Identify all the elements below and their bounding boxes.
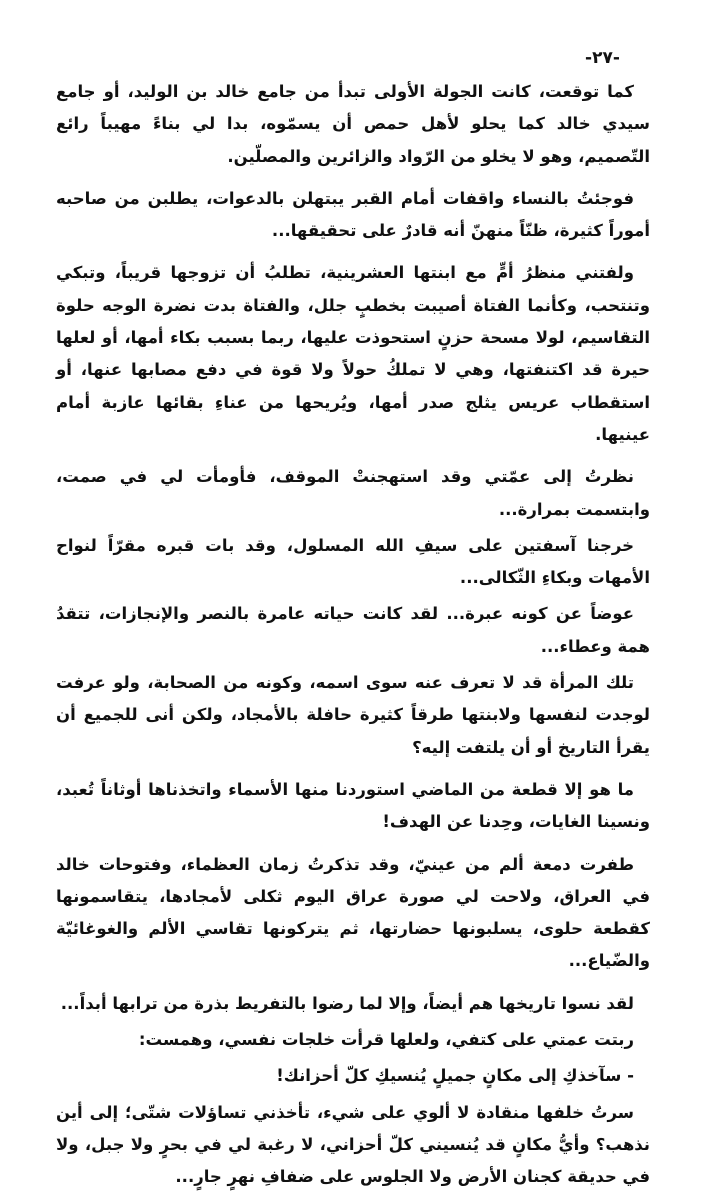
paragraph-4: نظرتُ إلى عمّتي وقد استهجنتْ الموقف، فأومأت لي في صمت، وابتسمت بمرارة...	[56, 467, 650, 519]
paragraph-12: - سآخذكِ إلى مكانٍ جميلٍ يُنسيكِ كلّ أحزانك!	[276, 1066, 634, 1086]
body-text	[56, 76, 650, 1204]
paragraph-6: عوضاً عن كونه عبرة... لقد كانت حياته عامرة بالنصر والإنجازات، تتقدُ همة وعطاء...	[56, 604, 650, 656]
paragraph-9: طفرت دمعة ألم من عينيّ، وقد تذكرتُ زمان العظماء، وفتوحات خالد في العراق، ولاحت لي صورة عراق اليوم ثكلى لأمجادها، يتقاسمونها كقطعة حلوى، يسلبونها حضارتها، ثم يتركونها تقاسي الألم والغوغائيّة والضّياع...	[56, 854, 650, 971]
paragraph-2: فوجئتُ بالنساء واقفات أمام القبر يبتهلن بالدعوات، يطلبن من صاحبه أموراً كثيرة، ظنّاً منهنّ أنه قادرٌ على تحقيقها...	[56, 188, 650, 241]
paragraph-5: خرجنا آسفتين على سيفِ الله المسلول، وقد بات قبره مقرّاً لنواح الأمهات وبكاءِ الثّكالى...	[56, 535, 650, 588]
paragraph-10: لقد نسوا تاريخها هم أيضاً، وإلا لما رضوا بالتفريط بذرة من ترابها أبداً...	[60, 993, 634, 1013]
paragraph-7: تلك المرأة قد لا تعرف عنه سوى اسمه، وكونه من الصحابة، ولو عرفت لوجدت لنفسها ولابنتها طرقاً كثيرة حافلة بالأمجاد، ولكن أنى للجميع أن يقرأ التاريخ أو أن يلتفت إليه؟	[56, 673, 650, 757]
paragraph-8: ما هو إلا قطعة من الماضي استوردنا منها الأسماء واتخذناها أوثاناً تُعبد، ونسينا الغايات، وحِدنا عن الهدف!	[56, 779, 650, 832]
paragraph-1: كما توقعت، كانت الجولة الأولى تبدأ من جامع خالد بن الوليد، أو جامع سيدي خالد كما يحلو لأهل حمص أن يسمّوه، بدا لي بناءً مهيباً رائع التّصميم، وهو لا يخلو من الرّواد والزائرين والمصلّين.	[56, 82, 650, 166]
paragraph-11: ربتت عمتي على كتفي، ولعلها قرأت خلجات نفسي، وهمست:	[138, 1030, 634, 1050]
paragraph-3: ولفتني منظرُ أمٍّ مع ابنتها العشرينية، تطلبُ أن تزوجها قريباً، وتبكي وتنتحب، وكأنما الفتاة أصيبت بخطبٍ جلل، والفتاة بدت نضرة الوجه حلوة التقاسيم، لولا مسحة حزنٍ استحوذت عليها، ربما بسبب بكاء أمها، أو لعلها حيرة قد اكتنفتها، وهي لا تملكُ حولاً ولا قوة في دفع مصابها عنها، أو استقطاب عريس يثلج صدر أمها، ويُريحها من عناءِ بقائها عازبة أمام عينيها.	[56, 263, 650, 444]
paragraph-13: سرتُ خلفها منقادة لا ألوي على شيء، تأخذني تساؤلات شتّى؛ إلى أين نذهب؟ وأيُّ مكانٍ قد يُنسيني كلّ أحزاني، لا رغبة لي في بحرٍ ولا جبل، ولا في حديقة كجنان الأرض ولا الجلوس على ضفافِ نهرٍ جارٍ...	[56, 1102, 650, 1187]
page-number: -٢٧-	[585, 48, 620, 68]
